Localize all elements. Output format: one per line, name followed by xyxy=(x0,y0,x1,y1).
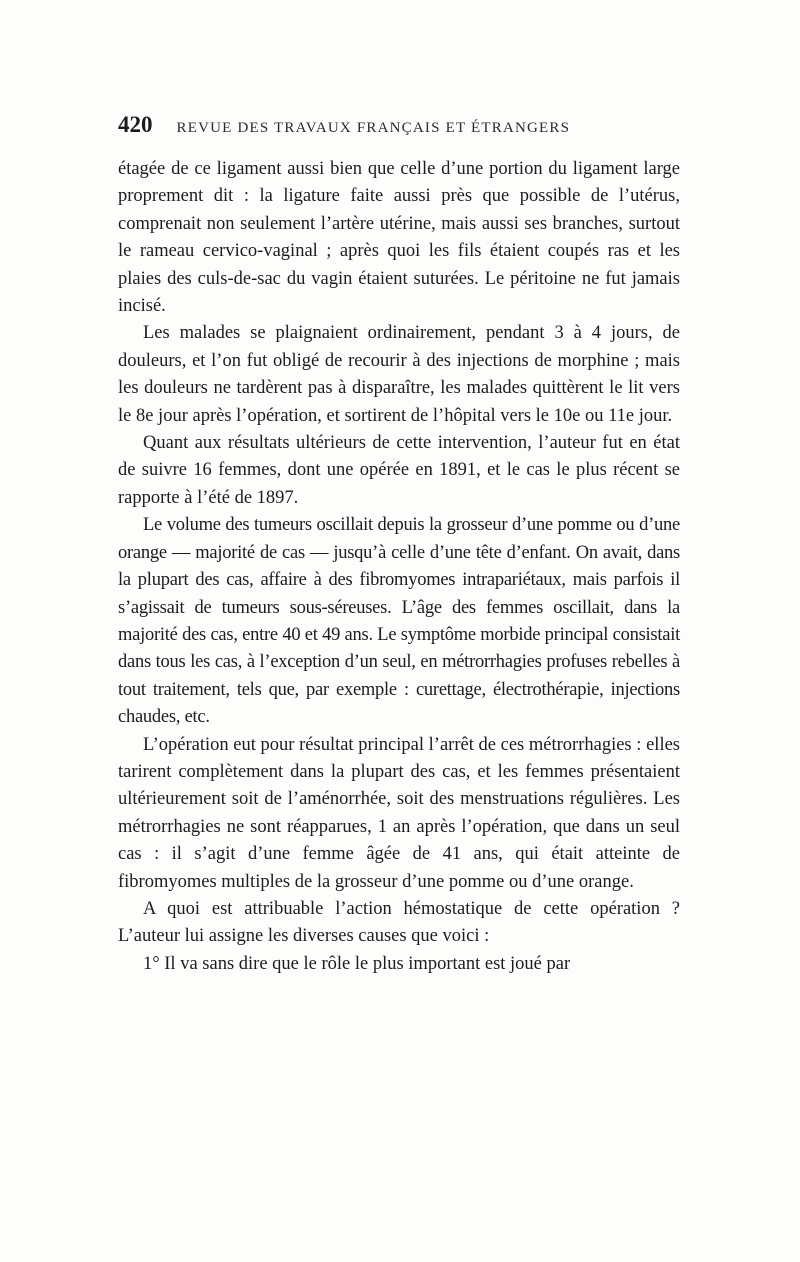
paragraph-3: Quant aux résultats ultérieurs de cette intervention, l’auteur fut en état de suivre 16 femmes, dont une opérée en 1891, et le cas le plus récent se rapporte à l’été de 1897. xyxy=(118,433,680,508)
running-head: REVUE DES TRAVAUX FRANÇAIS ET ÉTRANGERS xyxy=(176,120,571,136)
page-number: 420 xyxy=(118,112,153,137)
paragraph-5: L’opération eut pour résultat principal l’arrêt de ces métrorrhagies : elles tarirent complètement dans la plupart des cas, et les femmes présentaient ultérieurement soit de l’aménorrhée, soit des menstruations régulières. Les métrorrhagies ne sont réapparues, 1 an après l’opération, que dans un seul cas : il s’agit d’une femme âgée de 41 ans, qui était atteinte de fibromyomes multiples de la grosseur d’une pomme ou d’une orange. xyxy=(118,734,680,892)
paragraph-6: A quoi est attribuable l’action hémostatique de cette opération ? L’auteur lui assigne les diverses causes que voici : xyxy=(118,898,680,947)
paragraph-2: Les malades se plaignaient ordinairement, pendant 3 à 4 jours, de douleurs, et l’on fut obligé de recourir à des injections de morphine ; mais les douleurs ne tardèrent pas à disparaître, les malades quittèrent le lit vers le 8e jour après l’opération, et sortirent de l’hôpital vers le 10e ou 11e jour. xyxy=(118,323,680,426)
body-text xyxy=(118,156,680,978)
paragraph-7: 1° Il va sans dire que le rôle le plus important est joué par xyxy=(143,953,571,974)
paragraph-4: Le volume des tumeurs oscillait depuis la grosseur d’une pomme ou d’une orange — majorité de cas — jusqu’à celle d’une tête d’enfant. On avait, dans la plupart des cas, affaire à des fibromyomes intrapariétaux, mais parfois il s’agissait de tumeurs sous-séreuses. L’âge des femmes oscillait, dans la majorité des cas, entre 40 et 49 ans. Le symptôme morbide principal consistait dans tous les cas, à l’exception d’un seul, en métrorrhagies profuses rebelles à tout traitement, tels que, par exemple : curettage, électrothérapie, injections chaudes, etc. xyxy=(118,515,680,728)
page-header xyxy=(118,112,688,146)
paragraph-1: étagée de ce ligament aussi bien que celle d’une portion du ligament large proprement dit : la ligature faite aussi près que possible de l’utérus, comprenait non seulement l’artère utérine, mais aussi ses branches, surtout le rameau cervico-vaginal ; après quoi les fils étaient coupés ras et les plaies des culs-de-sac du vagin étaient suturées. Le péritoine ne fut jamais incisé. xyxy=(118,159,680,317)
